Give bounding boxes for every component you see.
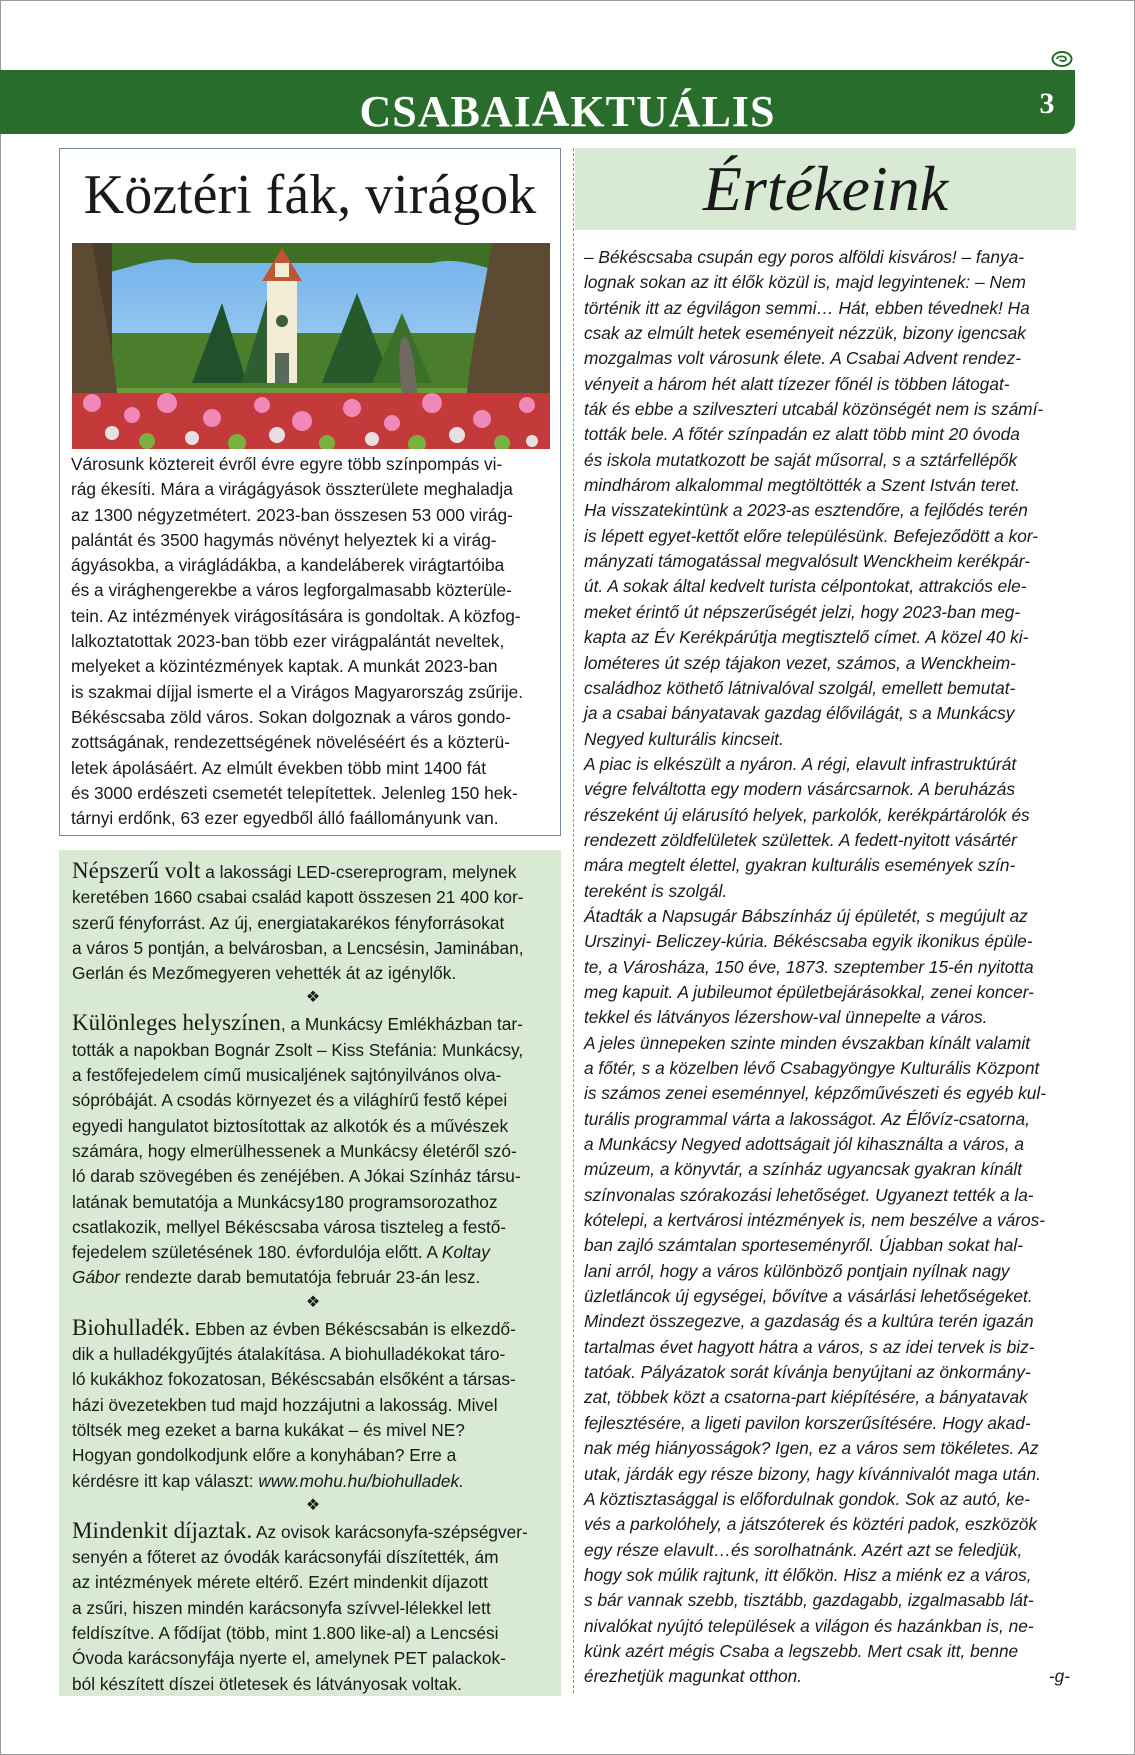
text-line: nivalókat nyújtó települések a világon és hazánkban is, ne- (584, 1615, 1034, 1636)
text-line: mozgalmas volt városunk élete. A Csabai Advent rendez- (584, 348, 1022, 369)
text-line: Átadták a Napsugár Bábszínház új épületét, s megújult az (584, 905, 1028, 926)
text-line: zat, többek közt a csatorna-part kiépítésére, a bányatavak (584, 1387, 1028, 1408)
separator-ornament: ❖ (305, 1496, 321, 1514)
text-line: múzeum, a könyvtár, a színház ugyancsak gyakran kínált (584, 1159, 1023, 1180)
text-line: meg kapuit. A jubileumot épületbejárásokkal, zenei koncer- (584, 981, 1034, 1002)
text-line: fejlesztésére, a ligeti pavilon korszerűsítésére. Hogy akad- (584, 1412, 1031, 1433)
text-line: lalkoztatottak 2023-ban több ezer virágpalántát neveltek, (71, 631, 505, 652)
text-line: tatóak. Pályázatok sorát kívánja benyújtani az önkormány- (584, 1362, 1031, 1383)
text-line: egyedi hangulatot biztosítottak az alkotók és a művészek (72, 1115, 509, 1136)
text-line: kapta az Év Kerékpárútja megtisztelő címet. A közel 40 ki- (584, 627, 1029, 648)
masthead-word-2 (532, 81, 776, 138)
website-link[interactable]: www.mohu.hu/biohulladek. (258, 1470, 464, 1491)
news-item-karacsonyfa (72, 1518, 554, 1697)
text-line: kótelepi, a kertvárosi intézmények is, nem beszélve a város- (584, 1210, 1046, 1231)
news-item-lead: Biohulladék. (72, 1314, 191, 1340)
text-line: számára, hogy elmerülhessenek a Munkácsy életéről szó- (72, 1140, 517, 1161)
text-line: zottságának, rendezettségének növeléséért és a közterü- (71, 732, 511, 753)
text-line: tereként is szolgál. (584, 880, 728, 901)
text-line: A köztisztasággal is előfordulnak gondok. Sok az autó, ke- (584, 1488, 1031, 1509)
text-line: s bár vannak szebb, tisztább, gazdagabb, izgalmasabb lát- (584, 1590, 1034, 1611)
text-line: nak még hiányosságok? Igen, ez a város sem tökéletes. Az (584, 1438, 1039, 1459)
text-line: tárnyi erdőnk, 63 ezer egyedből álló faállományunk van. (71, 808, 499, 829)
text-line: történik itt az égvilágon semmi… Hát, ebben tévednek! Ha (584, 297, 1030, 318)
text-line: tották bele. A főtér színpadán ez alatt több mint 20 óvoda (584, 424, 1020, 445)
text-line: sópróbáját. A csodás környezet és a világhírű festő képei (72, 1090, 508, 1111)
text-line: A jeles ünnepeken szinte minden évszakban kínált valamit (584, 1032, 1031, 1053)
text-line: út. A sokak által kedvelt turista célpontokat, attrakciós ele- (584, 576, 1027, 597)
text-line: hogy sok múlik rajtunk, itt élőkön. Hisz a miénk ez a város, (584, 1564, 1032, 1585)
text-line: végre felváltotta egy modern vásárcsarnok. A beruházás (584, 779, 1015, 800)
text-line: künk azért mégis Csaba a legszebb. Mert csak itt, benne (584, 1640, 1019, 1661)
text-line: Negyed kulturális kincseit. (584, 728, 784, 749)
text-line: ja a csabai bányatavak gazdag élővilágát, s a Munkácsy (584, 703, 1015, 724)
text-line: és 3000 erdészeti csemetét telepítettek. Jelenleg 150 hek- (71, 782, 518, 803)
italic-name: Gábor (72, 1267, 121, 1288)
text-line: tartalmas évet hagyott hátra a város, s az idei tervek is biz- (584, 1336, 1035, 1357)
news-item-biohulladek (72, 1315, 554, 1494)
text-line: tották a napokban Bognár Zsolt – Kiss Stefánia: Munkácsy, (72, 1039, 524, 1060)
text-line: ban zajló számtalan sporteseményről. Újabban sokat hal- (584, 1235, 1023, 1256)
text-line: senyén a főteret az óvodák karácsonyfái díszítették, ám (72, 1547, 499, 1568)
text-line: az intézmények mérete eltérő. Ezért mindenkit díjazott (72, 1572, 488, 1593)
masthead-title (0, 80, 1135, 142)
text-line: vés a parkolóhely, a játszóterek és köztéri padok, eszközök (584, 1514, 1038, 1535)
column-divider (573, 148, 574, 1693)
text-line: egy része elavult…és sorolhatnánk. Azért azt se feledjük, (584, 1539, 1023, 1560)
news-item-text: rendezte darab bemutatója február 23-án lesz. (120, 1267, 481, 1288)
text-line: ló kukákhoz fokozatosan, Békéscsabán elsőként a társas- (72, 1369, 516, 1390)
park-clocktower-photo (72, 243, 550, 449)
text-line: lométeres út szép tájakon vezet, számos, a Wenckheim- (584, 652, 1016, 673)
text-line: a zsűri, hiszen mindén karácsonyfa szívvel-lélekkel lett (72, 1597, 491, 1618)
text-line: vényeit a három hét alatt tízezer főnél is többen látogat- (584, 373, 1010, 394)
text-line: utak, járdák egy része bizony, hagy kívánnivalót maga után. (584, 1463, 1041, 1484)
text-line: mindhárom alkalommal megtöltötték a Szent István teret. (584, 475, 1021, 496)
text-line: Az ovisok karácsonyfa-szépségver- (252, 1521, 528, 1542)
text-line: Óvoda karácsonyfája nyerte el, amelynek PET palackok- (72, 1648, 506, 1669)
text-line: a festőfejedelem című musicaljének sajtónyilvános olva- (72, 1065, 502, 1086)
text-line: a város 5 pontján, a belvárosban, a Lencsésin, Jaminában, (72, 937, 524, 958)
author-signature: -g- (1048, 1666, 1070, 1687)
text-line: töltsék meg ezeket a barna kukákat – és mivel NE? (72, 1419, 465, 1440)
spiral-logo-icon (1051, 50, 1073, 68)
text-line: melyeket a közintézmények kaptak. A munkát 2023-ban (71, 656, 498, 677)
text-line: , a Munkácsy Emlékházban tar- (280, 1014, 523, 1035)
right-article-body (584, 245, 1076, 1690)
text-line: latának bemutatója a Munkácsy180 programsorozathoz (72, 1191, 498, 1212)
text-line: és iskola mutatkozott be saját műsorral, s a sztárfellépők (584, 449, 1018, 470)
text-line: Békéscsaba zöld város. Sokan dolgoznak a város gondo- (71, 706, 511, 727)
text-line: mányzati támogatással megvalósult Wenckheim kerékpár- (584, 551, 1030, 572)
text-line: Ebben az évben Békéscsabán is elkezdő- (190, 1318, 516, 1339)
news-item-lead: Különleges helyszínen (72, 1010, 281, 1036)
text-line: is szakmai díjjal ismerte el a Virágos Magyarország zsűrije. (71, 681, 524, 702)
text-line: ták és ebbe a szilveszteri utcabál közönségét nem is számí- (584, 399, 1044, 420)
separator-ornament: ❖ (305, 1293, 321, 1311)
text-line: letek ápolásáért. Az elmúlt években több mint 1400 fát (71, 757, 487, 778)
text-line: te, a Városháza, 150 éve, 1873. szeptember 15-én nyitotta (584, 956, 1034, 977)
text-line: és a virághengerekbe a város legforgalmasabb közterüle- (71, 580, 512, 601)
text-line: részeként új elárusító helyek, parkolók, kerékpártárolók és (584, 804, 1030, 825)
news-item-lead: Mindenkit díjaztak. (72, 1517, 253, 1543)
text-line: lani arról, hogy a város különböző pontjain nyílnak nagy (584, 1260, 1010, 1281)
masthead-word-1: CSABAI (359, 87, 532, 136)
text-line: is lépett egyet-kettőt előre településünk. Befejeződött a kor- (584, 525, 1039, 546)
text-line: A piac is elkészült a nyáron. A régi, elavult infrastruktúrát (584, 753, 1017, 774)
text-line: is számos zenei eseménnyel, képzőművészeti és egyéb kul- (584, 1083, 1047, 1104)
masthead-rest: KTUÁLIS (570, 87, 776, 136)
left-article-body (71, 452, 553, 831)
text-line: dik a hulladékgyűjtés átalakítása. A biohulladékokat táro- (72, 1344, 506, 1365)
text-line: lognak sokan az itt élők közül is, majd legyintenek: – Nem (584, 272, 1026, 293)
text-line: a lakossági LED-csereprogram, melynek (200, 862, 517, 882)
right-article-title: Értékeink (702, 153, 949, 224)
text-line: szerű fényforrást. Az új, energiatakarékos fényforrásokat (72, 912, 505, 933)
text-line: Városunk köztereit évről évre egyre több színpompás vi- (71, 454, 503, 474)
text-line: színvonalas szórakozási lehetőséget. Ugyanezt tették a la- (584, 1184, 1034, 1205)
news-shorts-content (72, 858, 554, 1697)
text-line: üzletláncok új egységei, bővítve a vásárlási lehetőségeket. (584, 1286, 1033, 1307)
text-line: – Békéscsaba csupán egy poros alföldi kisváros! – fanya- (584, 247, 1024, 267)
news-item-munkacsy (72, 1010, 554, 1290)
separator-ornament: ❖ (305, 989, 321, 1007)
text-line: rág ékesíti. Mára a virágágyások összterülete meghaladja (71, 479, 513, 500)
text-line: keretében 1660 csabai család kapott összesen 21 400 kor- (72, 887, 524, 908)
text-line: csatlakozik, mellyel Békéscsaba városa tiszteleg a festő- (72, 1216, 507, 1237)
text-line: ló darab szövegében és zenéjében. A Jókai Színház társu- (72, 1166, 521, 1187)
masthead-initial: A (531, 81, 571, 138)
text-line: ágyásokba, a virágládákba, a kandeláberek virágtartóiba (71, 555, 505, 576)
text-line: családhoz köthető látnivalóval szolgál, emellett bemutat- (584, 677, 1016, 698)
text-line: turális programmal várta a lakosságot. Az Élővíz-csatorna, (584, 1108, 1030, 1129)
text-line: csak az elmúlt hetek eseményeit nézzük, bizony igencsak (584, 323, 1026, 344)
text-line: tekkel és látványos lézershow-val ünnepelte a város. (584, 1007, 988, 1028)
left-article-title: Köztéri fák, virágok (83, 164, 537, 226)
text-line: Urszinyi- Beliczey-kúria. Békéscsaba egyik ikonikus épüle- (584, 931, 1033, 952)
text-line: Hogyan gondolkodjunk előre a konyhában? Erre a (72, 1445, 457, 1466)
text-line: meket érintő út népszerűségét jelzi, hogy 2023-ban meg- (584, 601, 1021, 622)
text-line: tein. Az intézmények virágosítására is gondoltak. A közfog- (71, 605, 521, 626)
article-line: érezhetjük magunkat otthon. -g- (584, 1664, 1076, 1689)
text-line: rendezett zöldfelületek születtek. A fedett-nyitott vásártér (584, 829, 1017, 850)
text-line: házi övezetekben tud majd hozzájutni a lakosság. Mivel (72, 1394, 498, 1415)
text-line: mára megtelt élettel, gyakran kulturális események szín- (584, 855, 1016, 876)
news-item-led (72, 858, 554, 986)
text-line: palántát és 3500 hagymás növényt helyeztek ki a virág- (71, 529, 497, 550)
text-line: Gerlán és Mezőmegyeren vehették át az igénylők. (72, 963, 457, 984)
text-line: kérdésre itt kap választ: (72, 1470, 259, 1491)
text-line: a főtér, s a közelben lévő Csabagyöngye Kulturális Központ (584, 1058, 1040, 1078)
text-line: Ha visszatekintünk a 2023-as esztendőre, a fejlődés terén (584, 500, 1028, 521)
text-line: az 1300 négyzetmétert. 2023-ban összesen 53 000 virág- (71, 504, 513, 525)
news-item-lead: Népszerű volt (72, 858, 201, 883)
italic-name: Koltay (441, 1242, 490, 1263)
page-number: 3 (1039, 87, 1055, 120)
text-line: Mindezt összegezve, a gazdaság és a kultúra terén igazán (584, 1311, 1034, 1332)
text-line: a Munkácsy Negyed adottságait jól kihasználta a város, a (584, 1134, 1024, 1155)
text-line: feldíszítve. A fődíjat (több, mint 1.800 like-al) a Lencsési (72, 1623, 499, 1644)
text-line: fejedelem születésének 180. évfordulója előtt. A (72, 1242, 442, 1263)
text-line: ból készített díszei ötletesek és látványosak voltak. (72, 1673, 462, 1694)
